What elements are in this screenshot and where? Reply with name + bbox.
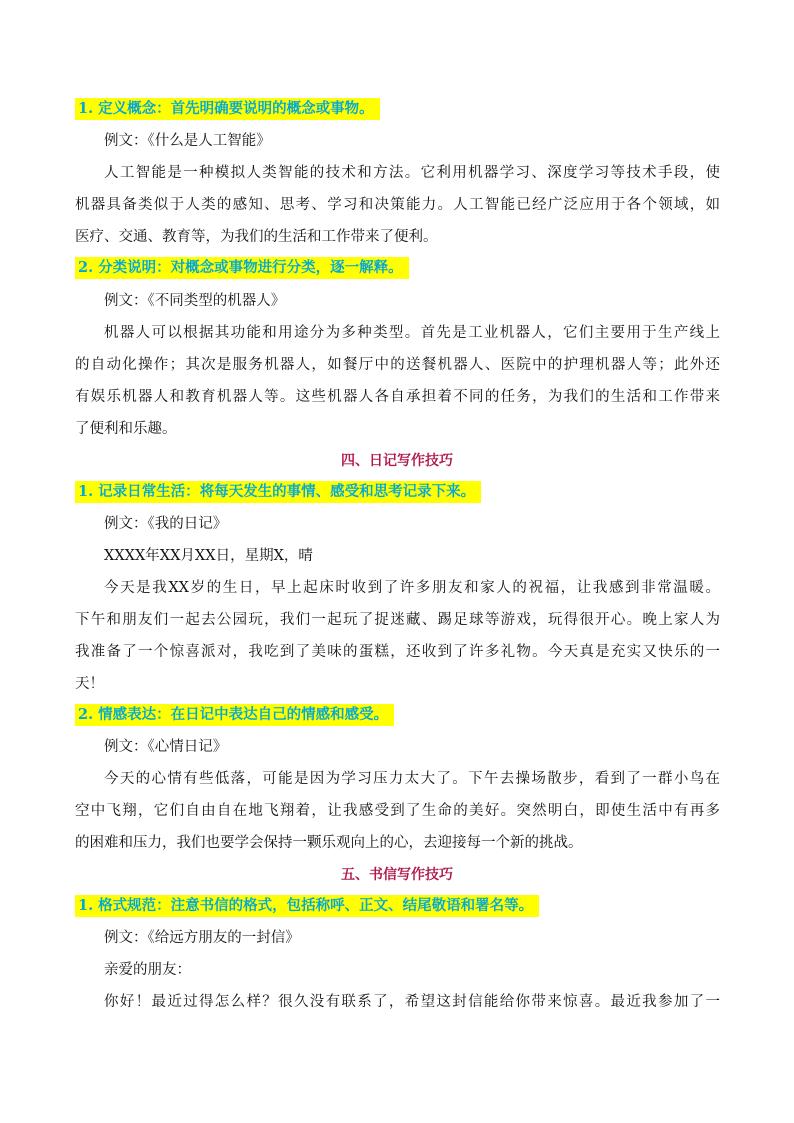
paragraph-line: 我准备了一个惊喜派对，我吃到了美味的蛋糕，还收到了许多礼物。今天真是充实又快乐的一 bbox=[75, 644, 720, 660]
paragraph-line: 了便利和乐趣。 bbox=[75, 421, 177, 437]
example-label: 例文：《给远方朋友的一封信》 bbox=[104, 930, 300, 946]
paragraph-line: 医疗、交通、教育等，为我们的生活和工作带来了便利。 bbox=[75, 229, 438, 245]
diary-date-line: XXXX年XX月XX日，星期X，晴 bbox=[104, 548, 313, 564]
heading-format: 1. 格式规范：注意书信的格式，包括称呼、正文、结尾敬语和署名等。 bbox=[75, 895, 720, 917]
heading-emotion-expression: 2. 情感表达：在日记中表达自己的情感和感受。 bbox=[75, 704, 720, 726]
example-label: 例文：《不同类型的机器人》 bbox=[104, 293, 286, 309]
letter-salutation: 亲爱的朋友： bbox=[104, 962, 191, 978]
heading-classification: 2. 分类说明：对概念或事物进行分类，逐一解释。 bbox=[75, 257, 720, 279]
paragraph-line: 你好！最近过得怎么样？很久没有联系了，希望这封信能给你带来惊喜。最近我参加了一 bbox=[104, 994, 720, 1010]
paragraph-line: 的困难和压力，我们也要学会保持一颗乐观向上的心，去迎接每一个新的挑战。 bbox=[75, 835, 583, 851]
example-label: 例文：《心情日记》 bbox=[104, 739, 228, 755]
section-title-letter: 五、书信写作技巧 bbox=[341, 867, 453, 883]
paragraph-line: 天！ bbox=[75, 676, 104, 692]
paragraph-line: 的自动化操作；其次是服务机器人，如餐厅中的送餐机器人、医院中的护理机器人等；此外还 bbox=[75, 357, 720, 373]
heading-daily-record: 1. 记录日常生活：将每天发生的事情、感受和思考记录下来。 bbox=[75, 481, 720, 503]
heading-define-concept: 1. 定义概念：首先明确要说明的概念或事物。 bbox=[75, 98, 720, 120]
paragraph-line: 机器人可以根据其功能和用途分为多种类型。首先是工业机器人，它们主要用于生产线上 bbox=[104, 325, 720, 341]
paragraph-line: 今天是我XX岁的生日，早上起床时收到了许多朋友和家人的祝福，让我感到非常温暖。 bbox=[104, 580, 720, 596]
paragraph-line: 有娱乐机器人和教育机器人等。这些机器人各自承担着不同的任务，为我们的生活和工作带来 bbox=[75, 389, 720, 405]
paragraph-line: 下午和朋友们一起去公园玩，我们一起玩了捉迷藏、踢足球等游戏，玩得很开心。晚上家人为 bbox=[75, 612, 720, 628]
section-title-diary: 四、日记写作技巧 bbox=[341, 453, 453, 469]
paragraph-line: 空中飞翔，它们自由自在地飞翔着，让我感受到了生命的美好。突然明白，即使生活中有再多 bbox=[75, 803, 720, 819]
paragraph-line: 机器具备类似于人类的感知、思考、学习和决策能力。人工智能已经广泛应用于各个领域，如 bbox=[75, 197, 720, 213]
paragraph-line: 今天的心情有些低落，可能是因为学习压力太大了。下午去操场散步，看到了一群小鸟在 bbox=[104, 771, 720, 787]
paragraph-line: 人工智能是一种模拟人类智能的技术和方法。它利用机器学习、深度学习等技术手段，使 bbox=[104, 165, 720, 181]
example-label: 例文：《什么是人工智能》 bbox=[104, 133, 271, 149]
example-label: 例文：《我的日记》 bbox=[104, 516, 228, 532]
